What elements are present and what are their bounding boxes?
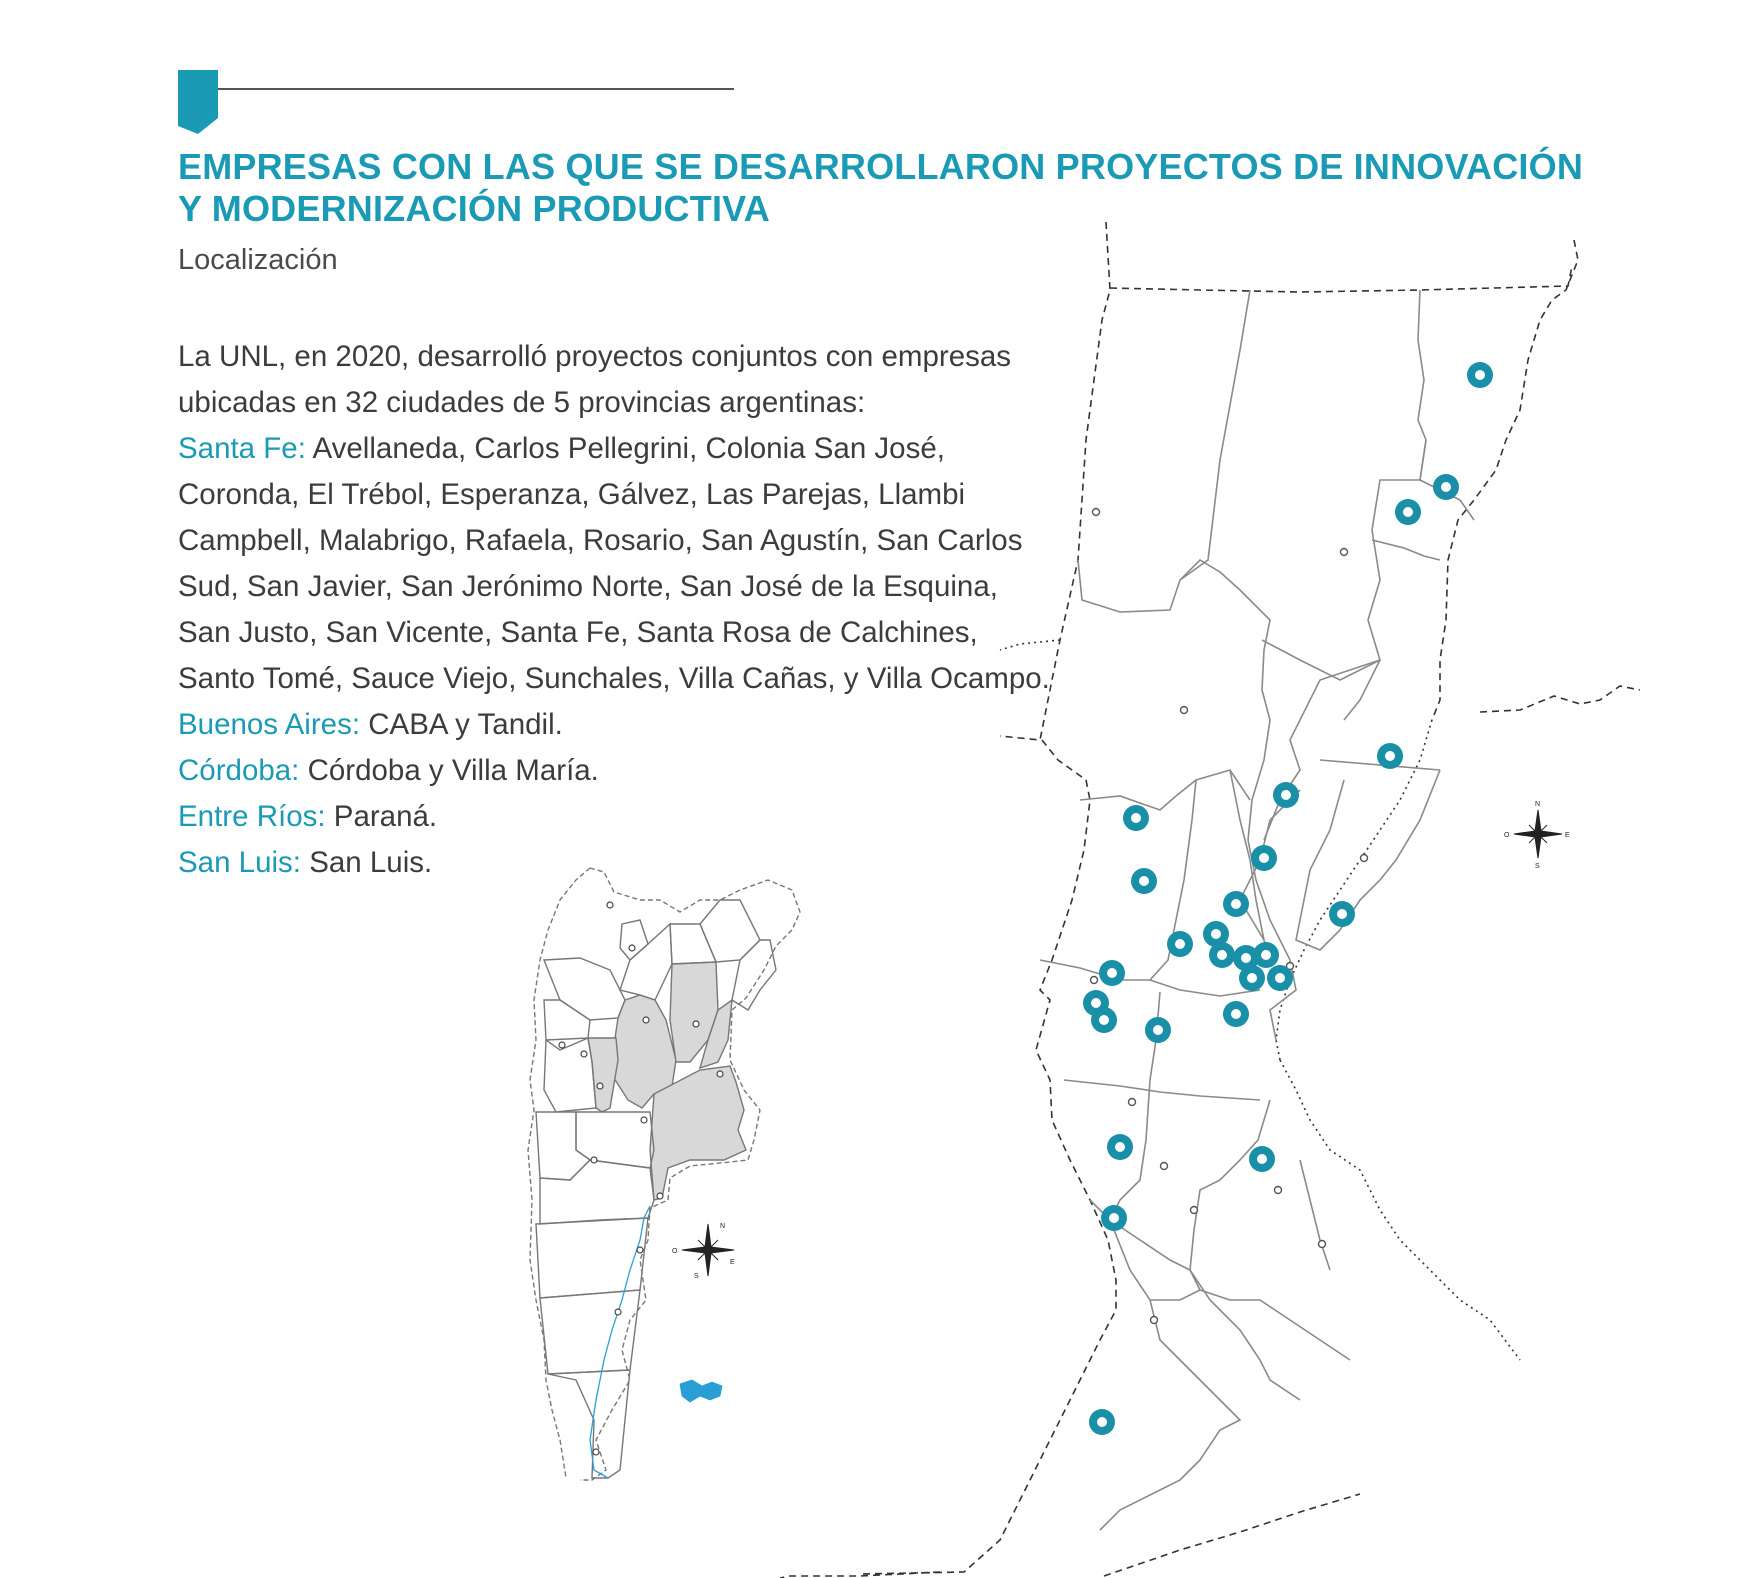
location-marker-icon [1107,1134,1133,1160]
province-cities: CABA y Tandil. [368,708,563,741]
project-markers [1083,362,1493,1435]
location-marker-icon [1273,782,1299,808]
region-borders [780,222,1640,1578]
province-outline [620,920,648,960]
compass-north: N [1535,801,1541,808]
islands-malvinas [680,1380,722,1402]
city-dot-icon [693,1021,699,1027]
province-cities: Paraná. [333,800,438,833]
city-dot-icon [1341,549,1348,556]
province-outline [620,924,672,1000]
page-subtitle: Localización [178,244,338,276]
city-dot-icon [1319,1241,1326,1248]
compass-east: E [730,1259,735,1266]
compass-west: O [1504,832,1510,839]
city-dot-icon [1093,509,1100,516]
province-label: San Luis: [178,846,301,879]
compass-rose-icon [1504,801,1570,870]
province-outline [544,1000,590,1050]
location-marker-icon [1253,942,1279,968]
city-dot-icon [593,1449,599,1455]
compass-rose-icon [672,1223,735,1280]
santa-fe-detail-map [780,222,1640,1578]
location-marker-icon [1239,965,1265,991]
location-marker-icon [1467,362,1493,388]
location-marker-icon [1249,1146,1275,1172]
city-dot-icon [717,1071,723,1077]
city-dot-icon [643,1017,649,1023]
city-dot-icon [1091,977,1098,984]
city-dot-icon [581,1051,587,1057]
city-dot-icon [1161,1163,1168,1170]
compass-north: N [720,1223,726,1230]
compass-east: E [1565,832,1570,839]
location-marker-icon [1089,1409,1115,1435]
province-outline [544,958,625,1020]
location-marker-icon [1099,960,1125,986]
city-dot-icon [657,1193,663,1199]
city-dot-icon [1191,1207,1198,1214]
location-marker-icon [1329,901,1355,927]
compass-west: O [672,1248,678,1255]
city-dot-icon [591,1157,597,1163]
argentina-overview-map [528,868,800,1480]
city-dot-icon [1151,1317,1158,1324]
province-outline [732,940,776,1010]
city-dot-icon [559,1042,565,1048]
province-outline [700,900,760,962]
location-marker-icon [1267,965,1293,991]
location-marker-icon [1433,474,1459,500]
province-outline [544,1038,596,1112]
city-dot-icon [629,945,635,951]
location-marker-icon [1101,1205,1127,1231]
province-cities: Avellaneda, Carlos Pellegrini, Colonia San José, Coronda, El Trébol, Esperanza, Gálvez, Las Parejas, Llambi Campbell, Malabrigo, Rafaela, Rosario, San Agustín, San Carlos Sud, San Javier, San Jerónimo Norte, San José de la Esquina, San Justo, San Vicente, Santa Fe, Santa Rosa de Calchines, Santo Tomé, Sauce Viejo, Sunchales, Villa Cañas, y Villa Ocampo. [178,432,1050,695]
location-marker-icon [1091,1007,1117,1033]
location-marker-icon [1223,891,1249,917]
location-marker-icon [1209,942,1235,968]
city-dot-icon [641,1117,647,1123]
location-marker-icon [1223,1001,1249,1027]
province-label: Córdoba: [178,754,300,787]
province-cities: Córdoba y Villa María. [307,754,599,787]
province-outline [536,1218,648,1298]
region-borders-dotted [1000,640,1520,1360]
city-dot-icon [615,1309,621,1315]
location-marker-icon [1395,499,1421,525]
city-dot-icon [637,1247,643,1253]
department-outlines [1040,290,1474,1530]
province-label: Buenos Aires: [178,708,361,741]
location-marker-icon [1167,931,1193,957]
location-marker-icon [1123,805,1149,831]
province-cities: San Luis. [309,846,433,879]
province-label: Entre Ríos: [178,800,326,833]
city-dot-icon [597,1083,603,1089]
city-dot-icon [1275,1187,1282,1194]
location-marker-icon [1251,845,1277,871]
compass-south: S [1535,863,1540,870]
city-dot-icon [1181,707,1188,714]
highlighted-provinces [588,962,746,1200]
location-marker-icon [1145,1017,1171,1043]
intro-text: La UNL, en 2020, desarrolló proyectos conjuntos con empresas ubicadas en 32 ciudades de 5 provincias argentinas: [178,340,1012,419]
page-title: EMPRESAS CON LAS QUE SE DESARROLLARON PROYECTOS DE INNOVACIÓN Y MODERNIZACIÓN PRODUCTIVA [178,146,1584,229]
location-marker-icon [1377,743,1403,769]
city-dot-icon [1361,855,1368,862]
province-outline [536,1112,590,1180]
compass-south: S [694,1273,699,1280]
province-label: Santa Fe: [178,432,306,465]
location-marker-icon [1131,868,1157,894]
city-dot-icon [1129,1099,1136,1106]
province-outline [548,1370,630,1478]
province-outline [540,1160,654,1224]
city-dot-icon [607,902,613,908]
detail-city-dots [1091,509,1368,1324]
